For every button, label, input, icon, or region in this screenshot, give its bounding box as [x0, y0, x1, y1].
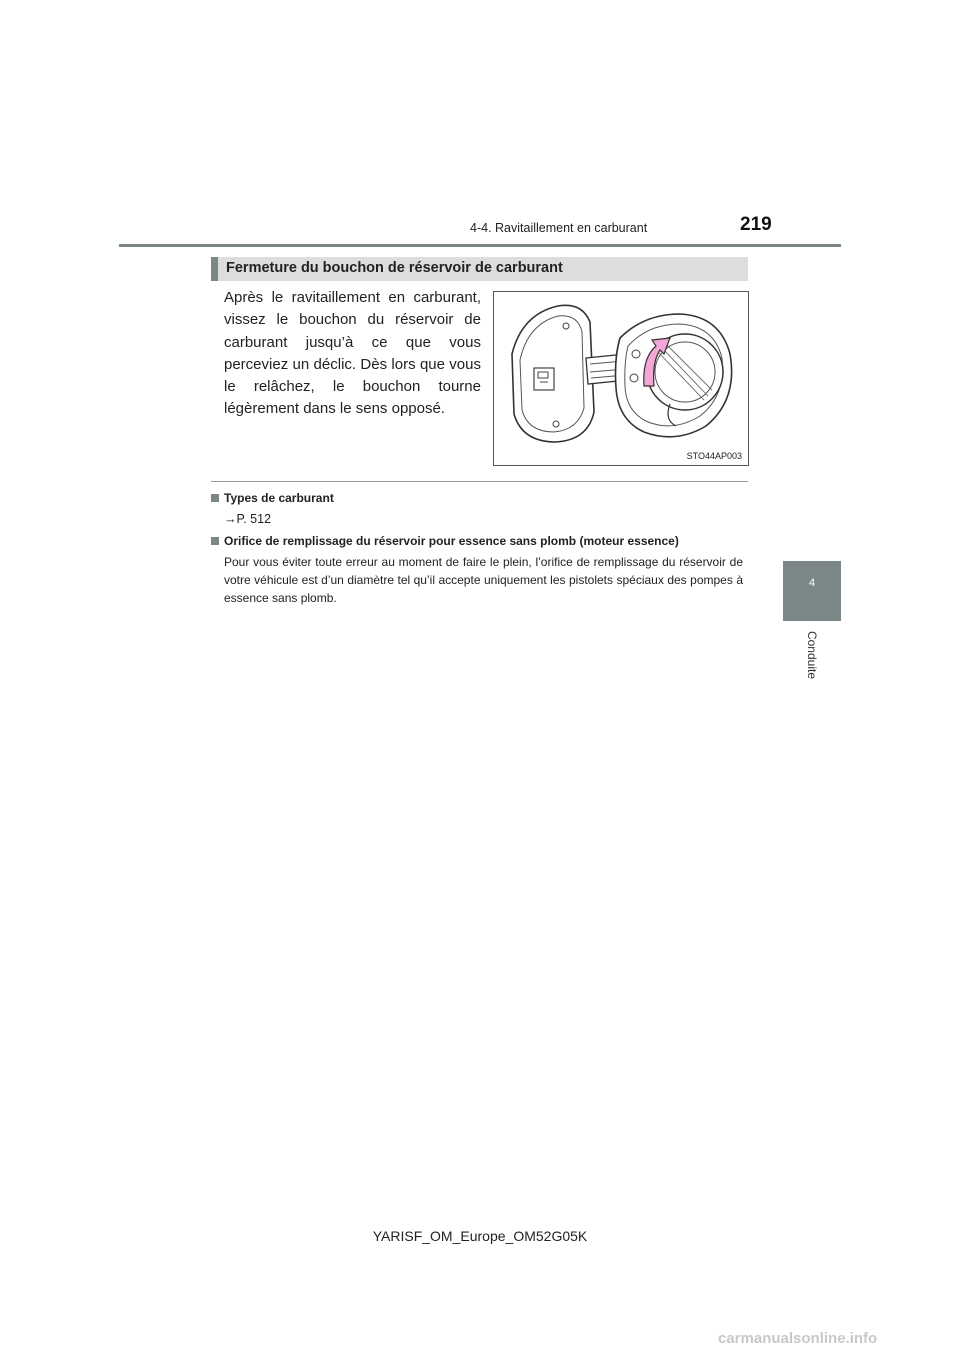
watermark: carmanualsonline.info	[718, 1330, 878, 1347]
fuel-cap-illustration	[493, 291, 749, 466]
fuel-door-drawing	[494, 292, 748, 465]
chapter-label: Conduite	[805, 630, 819, 680]
bullet-square-icon	[211, 537, 219, 545]
note-text: Pour vous éviter toute erreur au moment de faire le plein, l’orifice de remplissage du réservoir de votre véhicule est d’un diamètre tel qu’il accepte uniquement les pistolets spéciaux des pompes à essence sans plomb.	[224, 555, 743, 605]
note-heading	[211, 534, 679, 548]
running-header-section: 4-4. Ravitaillement en carburant	[470, 221, 648, 235]
section-title: Fermeture du bouchon de réservoir de carburant	[226, 260, 563, 276]
figure-code: STO44AP003	[686, 451, 742, 461]
section-heading-accent	[211, 257, 218, 281]
section-end-rule	[211, 481, 748, 482]
page-reference[interactable]: →P. 512	[224, 512, 272, 526]
note-heading-text: Types de carburant	[224, 491, 334, 505]
section-body-text: Après le ravitaillement en carburant, vissez le bouchon du réservoir de carburant jusqu’à ce que vous perceviez un déclic. Dès lors que vous le relâchez, le bouchon tourne légèrement dans le sens opposé.	[224, 289, 481, 418]
note-heading-text: Orifice de remplissage du réservoir pour essence sans plomb (moteur essence)	[224, 534, 679, 548]
section-heading-bar	[211, 257, 748, 281]
bullet-square-icon	[211, 494, 219, 502]
header-rule	[119, 244, 841, 247]
page-number: 219	[740, 214, 772, 235]
document-footer: YARISF_OM_Europe_OM52G05K	[372, 1228, 588, 1244]
chapter-number: 4	[808, 577, 816, 589]
note-heading	[211, 491, 334, 505]
